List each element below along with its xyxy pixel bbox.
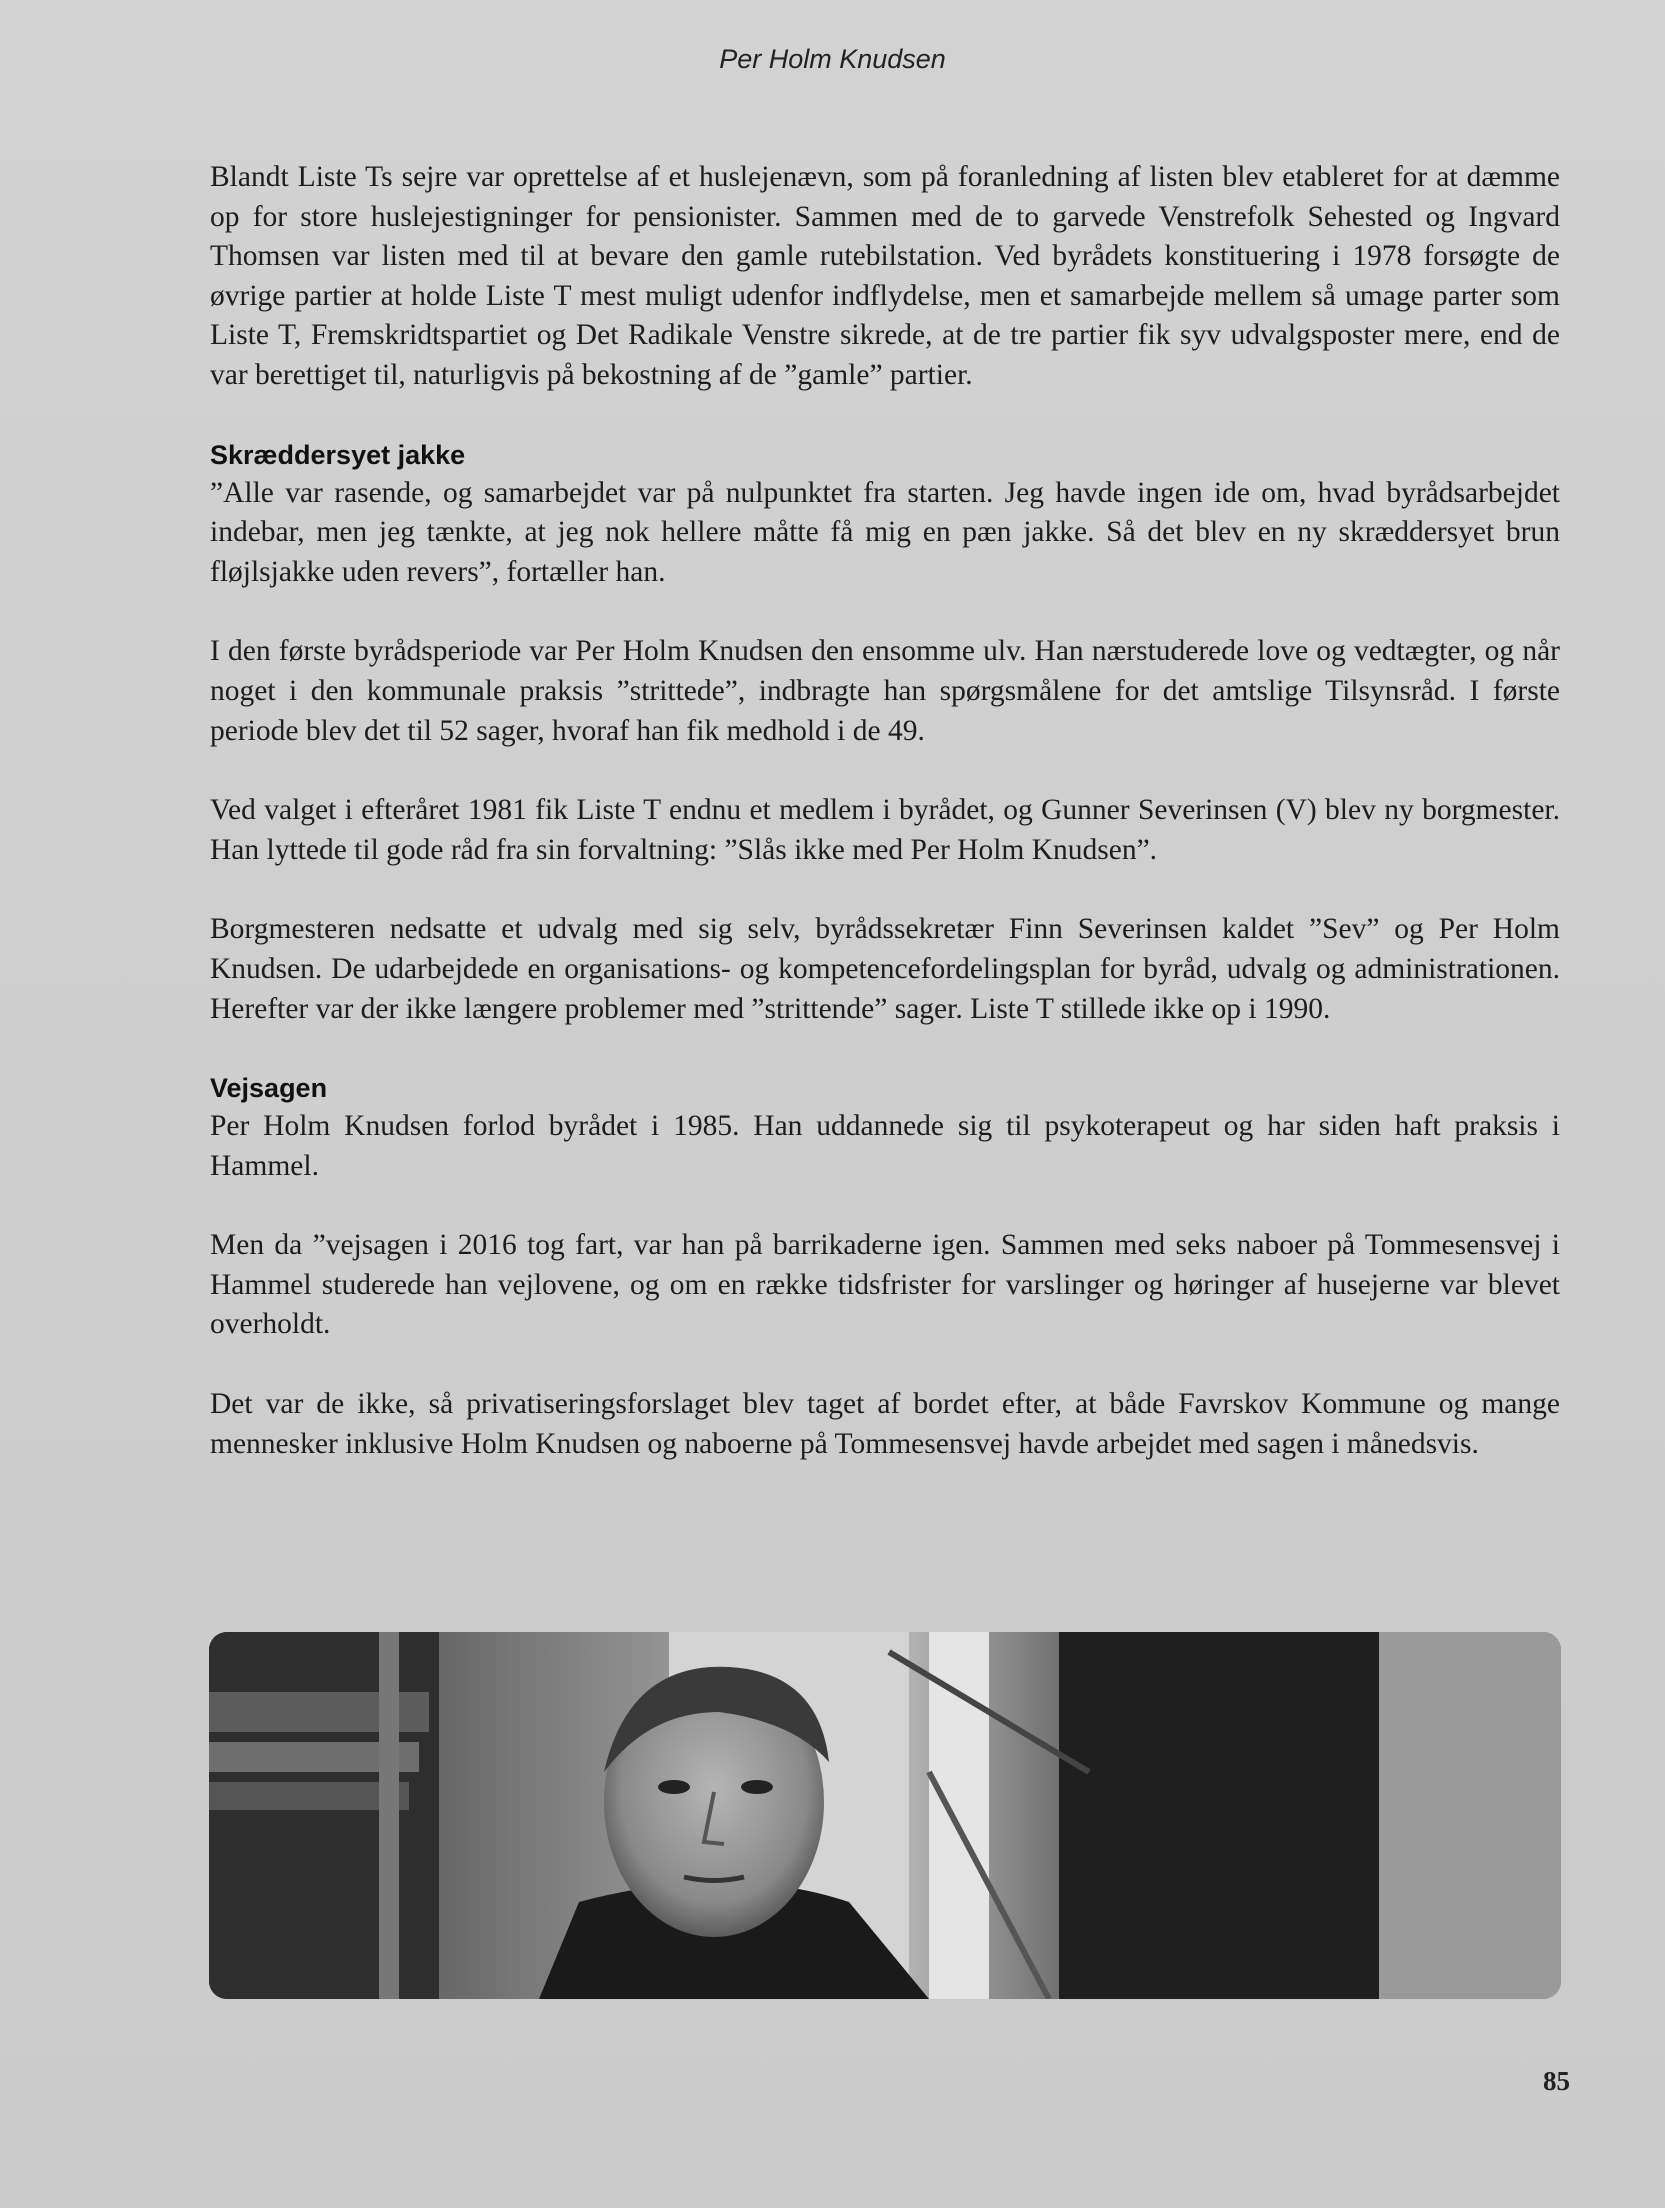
paragraph-6: Per Holm Knudsen forlod byrådet i 1985. Han uddannede sig til psykoterapeut og har siden haft praksis i Hammel.	[210, 1110, 1560, 1182]
section-heading-jakke: Skræddersyet jakke	[210, 439, 466, 470]
running-title: Per Holm Knudsen	[719, 44, 946, 74]
paragraph-8: Det var de ikke, så privatiseringsforslaget blev taget af bordet efter, at både Favrskov Kommune og mange mennesker inklusive Holm Knudsen og naboerne på Tommesensvej havde arbejdet med sagen i månedsvis.	[210, 1388, 1560, 1460]
paragraph-5: Borgmesteren nedsatte et udvalg med sig selv, byrådssekretær Finn Severinsen kaldet ”Sev” og Per Holm Knudsen. De udarbejdede en organisations- og kompetencefordelingsplan for byråd, udvalg og administrationen. Herefter var der ikke længere problemer med ”strittende” sager. Liste T stillede ikke op i 1990.	[210, 913, 1560, 1025]
section-heading-vejsagen: Vejsagen	[210, 1073, 328, 1104]
portrait-photo	[209, 1632, 1561, 1999]
page-number: 85	[1543, 2066, 1570, 2096]
portrait-photo-illustration	[209, 1632, 1561, 1999]
paragraph-7: Men da ”vejsagen i 2016 tog fart, var han på barrikaderne igen. Sammen med seks naboer på Tommesensvej i Hammel studerede han vejlovene, og om en række tidsfrister for varslinger og høringer af husejerne var blevet overholdt.	[210, 1229, 1560, 1341]
paragraph-3: I den første byrådsperiode var Per Holm Knudsen den ensomme ulv. Han nærstuderede love og vedtægter, og når noget i den kommunale praksis ”strittede”, indbragte han spørgsmålene for det amtslige Tilsynsråd. I første periode blev det til 52 sager, hvoraf han fik medhold i de 49.	[210, 635, 1560, 747]
article-body	[210, 158, 1560, 1504]
paragraph-4: Ved valget i efteråret 1981 fik Liste T endnu et medlem i byrådet, og Gunner Severinsen (V) blev ny borgmester. Han lyttede til gode råd fra sin forvaltning: ”Slås ikke med Per Holm Knudsen”.	[210, 794, 1560, 866]
paragraph-2: ”Alle var rasende, og samarbejdet var på nulpunktet fra starten. Jeg havde ingen ide om, hvad byrådsarbejdet indebar, men jeg tænkte, at jeg nok hellere måtte få mig en pæn jakke. Så det blev en ny skræddersyet brun fløjlsjakke uden revers”, fortæller han.	[210, 476, 1560, 588]
paragraph-1: Blandt Liste Ts sejre var oprettelse af et huslejenævn, som på foranledning af listen blev etableret for at dæmme op for store huslejestigninger for pensionister. Sammen med de to garvede Venstrefolk Sehested og Ingvard Thomsen var listen med til at bevare den gamle rutebilstation. Ved byrådets konstituering i 1978 forsøgte de øvrige partier at holde Liste T mest muligt udenfor indflydelse, men et samarbejde mellem så umage parter som Liste T, Fremskridtspartiet og Det Radikale Venstre sikrede, at de tre partier fik syv udvalgsposter mere, end de var berettiget til, naturligvis på bekostning af de ”gamle” partier.	[210, 161, 1560, 391]
